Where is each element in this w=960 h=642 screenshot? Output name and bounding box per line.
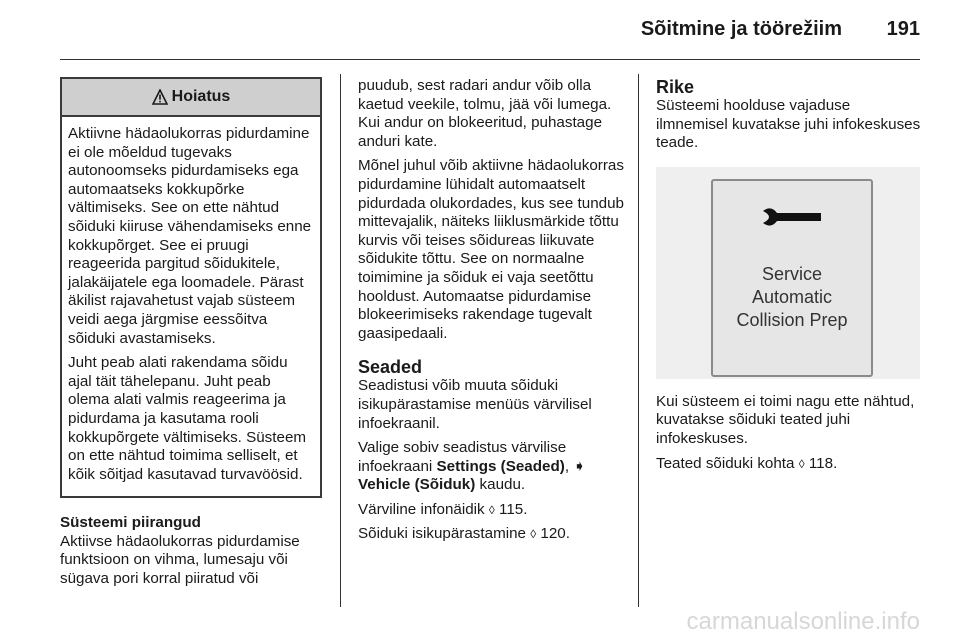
text: Teated sõiduki kohta (656, 454, 799, 472)
page-ref-icon: ◊ (488, 502, 495, 517)
body-paragraph-settings (358, 439, 628, 495)
menu-path-vehicle: Vehicle (Sõiduk) (358, 476, 476, 494)
text: , (564, 457, 574, 475)
warning-header (62, 79, 320, 117)
body-paragraph: Süsteemi hoolduse vajaduse ilmnemisel kuvatakse juhi infokeskuses teade. (656, 97, 921, 152)
text: kaudu. (475, 476, 526, 494)
column-divider (340, 74, 341, 607)
column-left (60, 77, 322, 595)
menu-arrow-icon: ➧ (573, 457, 586, 475)
cross-reference (656, 455, 926, 474)
column-right (656, 77, 926, 479)
display-screen (711, 179, 873, 377)
section-heading: Rike (656, 77, 695, 97)
text: Värviline infonäidik (358, 500, 489, 518)
body-paragraph: Seadistusi võib muuta sõiduki isikupärastamise menüüs värvilisel infoekraanil. (358, 377, 592, 432)
wrench-icon (761, 207, 823, 229)
section-title: Sõitmine ja töörežiim (640, 18, 842, 40)
display-line: Collision Prep (736, 309, 848, 330)
page-ref-number[interactable]: 115 (499, 500, 524, 518)
body-paragraph: Aktiivse hädaolukorras pidurdamise funktsioon on vihma, lumesaju või sügava pori korral piiratud või (60, 532, 300, 588)
watermark: carmanualsonline.info (686, 608, 920, 635)
text: Valige sobiv seadistus värvilise infoekraani (358, 439, 567, 475)
warning-box (60, 77, 322, 498)
text: . (565, 525, 570, 543)
warning-paragraph: Juht peab alati rakendama sõidu ajal täit tähelepanu. Juht peab olema alati valmis reageerima ja pidurdama ja kasutama rooli kokkupõrgete vältimiseks. Süsteem on ette nähtud toimima selliselt, et kõik sõitjad kasutavad turvavöösid. (68, 354, 307, 483)
page-ref-number[interactable]: 120 (540, 525, 566, 543)
display-message (713, 263, 871, 332)
body-paragraph: Mõnel juhul võib aktiivne hädaolukorras pidurdamine lühidalt automaatselt pidurdada olukordades, kus see tundub mittevajalik, näiteks liiklusmärkide tõttu kurvis või teises sõidureas liikuvate sõidukite tõttu. See on normaalne toimimine ja sõiduk ei vaja seetõttu hooldust. Automaatse pidurdamise blokeerimiseks rakendage tugevalt gaasipedaali. (358, 157, 624, 342)
body-paragraph: Kui süsteem ei toimi nagu ette nähtud, kuvatakse sõiduki teated juhi infokeskuses. (656, 392, 915, 447)
header-divider (60, 59, 920, 60)
cross-reference (358, 501, 628, 520)
warning-body (62, 117, 320, 496)
page-ref-icon: ◊ (530, 527, 537, 542)
subheading: Süsteemi piirangud (60, 514, 201, 532)
page-ref-number[interactable]: 118 (808, 454, 834, 472)
display-line: Service (761, 263, 823, 284)
page-number: 191 (886, 18, 920, 40)
body-paragraph: puudub, sest radari andur võib olla kaetud veekile, tolmu, jää või lumega. Kui andur on blokeeritud, puhastage anduri kate. (358, 77, 612, 150)
column-middle (358, 77, 628, 550)
text: . (523, 500, 528, 518)
text: Sõiduki isikupärastamine (358, 525, 531, 543)
warning-title: Hoiatus (171, 87, 231, 105)
page-ref-icon: ◊ (798, 456, 805, 471)
page-header (60, 18, 920, 46)
column-divider (638, 74, 639, 607)
info-display-illustration (656, 167, 920, 379)
text: . (833, 454, 838, 472)
display-line: Automatic (751, 286, 833, 307)
warning-triangle-icon (152, 89, 168, 105)
warning-paragraph: Aktiivne hädaolukorras pidurdamine ei ole mõeldud tugevaks autonoomseks pidurdamiseks ega automaatseks kokkupõrke vältimiseks. See on ette nähtud sõiduki kiiruse vähendamiseks enne kokkupõrget. See ei pruugi reageerida pargitud sõidukitele, jalakäijatele ega loomadele. Pärast äkilist rajavahetust vajab süsteem veidi aega järgmise eessõitva sõiduki avastamiseks. (68, 125, 312, 347)
section-heading: Seaded (358, 357, 423, 378)
cross-reference (358, 525, 628, 544)
menu-path-settings: Settings (Seaded) (436, 457, 565, 475)
